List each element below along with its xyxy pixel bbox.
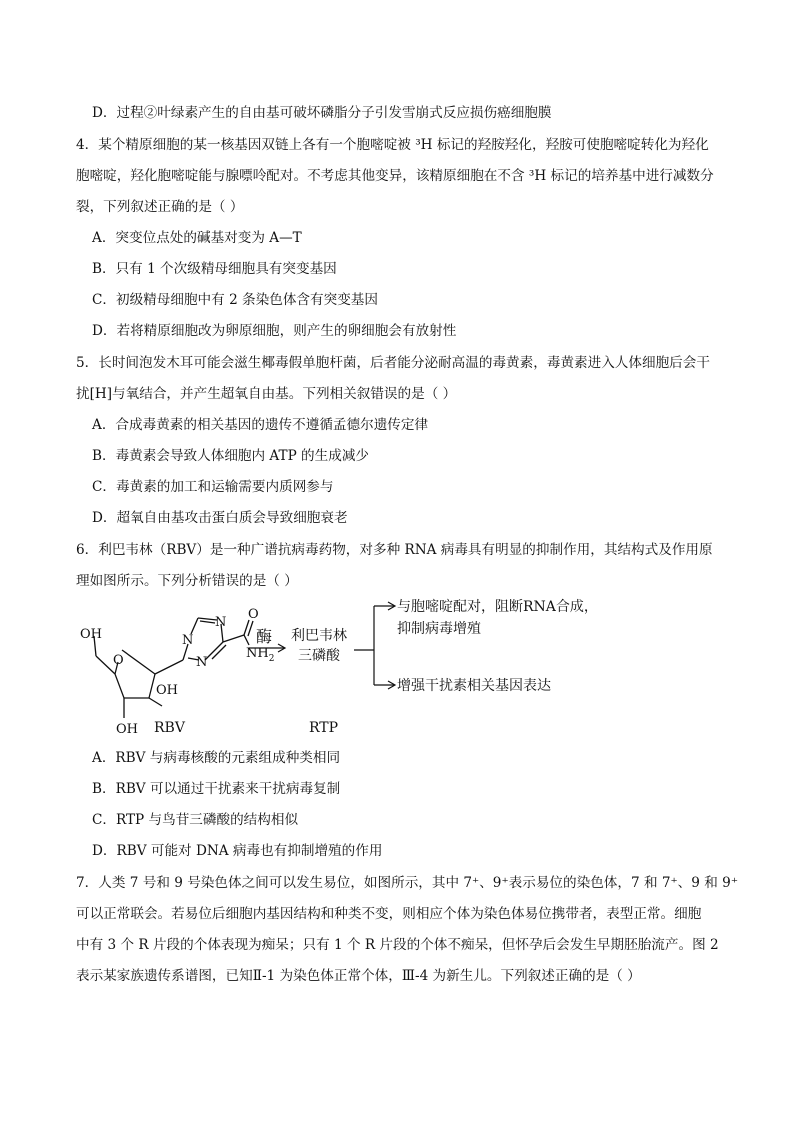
question-stem-line: 4．某个精原细胞的某一核基因双链上各有一个胞嘧啶被 ³H 标记的羟胺羟化，羟胺可使胞嘧啶转化为羟化 [76,137,709,153]
atom-n-ring-bottom: N [196,655,208,670]
question-stem-line: 胞嘧啶，羟化胞嘧啶能与腺嘌呤配对。不考虑其他变异，该精原细胞在不含 ³H 标记的培养基中进行减数分 [76,168,714,184]
atom-n-ring-top: N [215,615,227,630]
branch-connector [354,602,395,689]
answer-option-line: D．过程②叶绿素产生的自由基可破坏磷脂分子引发雪崩式反应损伤癌细胞膜 [92,105,552,121]
atom-oh-bottom-left: OH [116,722,138,737]
enzyme-label: 酶 [256,627,273,646]
question-stem-line: 裂，下列叙述正确的是（ ） [76,199,244,215]
atom-oh-top: OH [80,627,102,642]
ribavirin-diagram [66,596,706,742]
question-stem-line: 6．利巴韦林（RBV）是一种广谱抗病毒药物，对多种 RNA 病毒具有明显的抑制作用，其结构式及作用原 [76,542,713,558]
question-stem-line: 中有 3 个 R 片段的个体表现为痴呆；只有 1 个 R 片段的个体不痴呆，但怀孕后会发生早期胚胎流产。图 2 [76,937,719,953]
atom-n-ring-left: N [182,633,194,648]
atom-o-carbonyl: O [248,607,259,622]
answer-option-line: B．RBV 可以通过干扰素来干扰病毒复制 [92,781,341,797]
answer-option-line: B．毒黄素会导致人体细胞内 ATP 的生成减少 [92,448,370,464]
answer-option-line: C．初级精母细胞中有 2 条染色体含有突变基因 [92,292,378,308]
rbv-structure [94,618,253,718]
question-stem-line: 5．长时间泡发木耳可能会滋生椰毒假单胞杆菌，后者能分泌耐高温的毒黄素，毒黄素进入人体细胞后会干 [76,355,710,371]
effect1-line2: 抑制病毒增殖 [397,621,481,637]
answer-option-line: D．若将精原细胞改为卵原细胞，则产生的卵细胞会有放射性 [92,323,457,339]
question-stem-line: 理如图所示。下列分析错误的是（ ） [76,573,298,589]
question-stem-line: 扰[H]与氧结合，并产生超氧自由基。下列相关叙错误的是（ ） [76,386,457,402]
question-stem-line: 可以正常联会。若易位后细胞内基因结构和种类不变，则相应个体为染色体易位携带者，表型正常。细胞 [76,906,702,922]
rtp-line1: 利巴韦林 [291,628,347,644]
answer-option-line: A．突变位点处的碱基对变为 A—T [92,230,302,246]
effect1-line1: 与胞嘧啶配对，阻断RNA合成， [397,599,598,615]
answer-option-line: C．毒黄素的加工和运输需要内质网参与 [92,479,334,495]
answer-option-line: D．RBV 可能对 DNA 病毒也有抑制增殖的作用 [92,843,383,859]
answer-option-line: D．超氧自由基攻击蛋白质会导致细胞衰老 [92,510,348,526]
answer-option-line: B．只有 1 个次级精母细胞具有突变基因 [92,261,337,277]
question-stem-line: 7．人类 7 号和 9 号染色体之间可以发生易位，如图所示，其中 7⁺、9⁺表示易位的染色体，7 和 7⁺、9 和 9⁺ [76,875,738,891]
atom-nh2: $NH_2$ [246,646,275,664]
label-rbv: RBV [154,720,185,736]
label-rtp: RTP [309,720,339,736]
answer-option-line: A．合成毒黄素的相关基因的遗传不遵循孟德尔遗传定律 [92,417,429,433]
answer-option-line: C．RTP 与鸟苷三磷酸的结构相似 [92,812,299,828]
question-stem-line: 表示某家族遗传系谱图，已知Ⅱ-1 为染色体正常个体，Ⅲ-4 为新生儿。下列叙述正确的是（ ） [76,968,641,984]
rtp-line2: 三磷酸 [298,648,340,664]
atom-oh-bottom-right: OH [156,683,178,698]
effect2: 增强干扰素相关基因表达 [397,678,551,694]
answer-option-line: A．RBV 与病毒核酸的元素组成种类相同 [92,750,341,766]
atom-o-ring: O [113,653,124,668]
